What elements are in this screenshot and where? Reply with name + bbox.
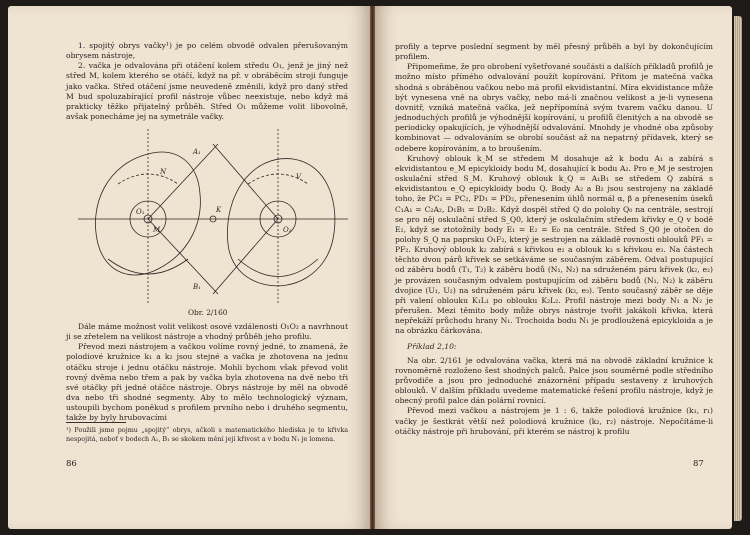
- paragraph: Připomeňme, že pro obrobení vyšetřované součásti a dalších příkladů profilů je možno místo přímého odvalování použít kopírování. Přitom je matečná vačka shodná s obráběnou vačkou nebo má profil ekvidistantní. Míra ekvidistance může být vynesena vně na obrys vačky, nebo má-li značnou velikost a je-li vynesena dovnitř, vzniká matečná vačka, jež nepřípomíná svým tvarem vačku danou. U jednoduchých profilů je výhodnější kopírování, u profilů členitých a na obvodě se periodicky opakujících, je výhodnější odvalování. Mnohdy je vhodné oba způsoby kombinovat — odvalováním se obrobí součást až na nepatrný přídavek, který se odebere kopírováním, a to broušením.: [395, 62, 713, 153]
- right-page: [375, 6, 732, 529]
- paragraph: Dále máme možnost volit velikost osové vzdálenosti O₁O₂ a navrhnout ji se zřetelem na velikost nástroje a vhodný průběh jeho profilu.: [66, 322, 348, 342]
- paragraph: profily a teprve poslední segment by měl přesný průběh a byl by dokončujícím profilem.: [395, 42, 713, 62]
- footnote-rule: [66, 422, 126, 423]
- right-text: [395, 42, 713, 437]
- figure-caption: Obr. 2/160: [188, 308, 228, 317]
- page-edges: [734, 16, 742, 521]
- paragraph: 1. spojitý obrys vačky¹) je po celém obvodě odvalen přerušovaným obrysem nástroje,: [66, 41, 348, 61]
- figure-label: K: [216, 206, 222, 214]
- left-top-text: [66, 41, 348, 122]
- example-title: Příklad 2,10:: [407, 341, 457, 351]
- figure-label: V: [296, 173, 302, 181]
- figure-label: O₁: [136, 208, 145, 216]
- figure-label: A₁: [193, 148, 201, 156]
- paragraph: 2. vačka je odvalována při otáčení kolem středu O₁, jenž je jiný než střed M, kolem kterého se otáčí, když na př. v obráběcím stroji funguje jako vačka. Střed otáčení jsme neuvedeně změnili, když pro daný střed M bud spoluzabírající profil nástroje vůbec neexistuje, nebo když má prakticky těžko přijatelný průběh. Střed O₁ můžeme volit libovolně, avšak ponecháme jej na symetrále vačky.: [66, 61, 348, 122]
- paragraph: Převod mezi nástrojem a vačkou volíme rovný jedné, to znamená, že polodiové kružnice k₁ a k₂ jsou stejné a vačka je zhotovena na jednu otáčku stroje i jednu otáčku nástroje. Mohli bychom však převod volit rovný dvěma nebo třem a pak by vačka byla zhotovena na dvě nebo tři své otáčky při jedné otáčce nástroje. Obrys nástroje by měl na obvodě dva nebo tři shodné segmenty. Aby to mělo technologický význam, ustoupili bychom poněkud s profilem prvního nebo i druhého segmentu, takže by byly hrubovacími: [66, 342, 348, 423]
- figure-label: B₁: [193, 283, 201, 291]
- left-page: [8, 6, 370, 529]
- footnote: ¹) Použili jsme pojmu „spojitý“ obrys, ačkoli s matematického hlediska je to křivka nespojitá, neboť v bodech A₁, B₁ se skokem mění její křivost a v bodu N₁ je lomena.: [66, 426, 348, 443]
- paragraph: Převod mezi vačkou a nástrojem je 1 : 6, takže polodiová kružnice (k₁, r₁) vačky je šestkrát větší než polodiová kružnice (k₂, r₂) nástroje. Nepočítáme-li otáčky nástroje při hrubování, při kterém se nástroj k profilu: [395, 406, 713, 436]
- figure-label: O₂: [283, 226, 292, 234]
- page-number-left: 86: [66, 459, 77, 469]
- book-spread: [8, 6, 742, 529]
- figure-label: M: [153, 226, 161, 234]
- paragraph: Na obr. 2/161 je odvalována vačka, která má na obvodě základní kružnice k rovnoměrně rozloženo šest shodných palců. Palce jsou souměrné podle středního průvodiče a jsou pro jednoduché znázornění případu sestaveny z kruhových oblouků. V dalším příkladu uvedeme matematické řešení profilu nástroje, když je obecný profil palce dán polární rovnicí.: [395, 355, 713, 406]
- cam-figure: [78, 124, 348, 309]
- figure-label: N: [160, 168, 167, 176]
- page-number-right: 87: [693, 459, 704, 469]
- left-bottom-text: [66, 322, 348, 424]
- paragraph: Kruhový oblouk k_M se středem M dosahuje až k bodu A₁ a zabírá s ekvidistantou e_M epicykloidy bodu M, dosahující k bodu A₂. Pro e_M je sestrojen oskulační střed S_M. Kruhový oblouk k_Q = A₁B₁ se středem Q zabírá s ekvidistantou e_Q epicykloidy bodu Q. Body A₂ a B₂ jsou sestrojeny na základě toho, že PC₁ = PC₂, PD₁ = PD₂, přenesením úhlů normál α, β a přenesením úseků C₁A₁ = C₂A₂, D₁B₁ = D₂B₂. Když dospěl střed Q do polohy Q₀ na centrále, sestrojí se pro něj oskulační střed S_Q0, který je oskulačním středem křivky e_Q v bodě E₂, když se ztotožnily body E₁ = E₂ = E₀ na centrále. Střed S_Q0 je otočen do polohy S_Q na paprsku O₁F₂, který je sestrojen na základě rovnosti oblouků PF₁ = PF₂. Kruhový oblouk k₂ zabírá s křivkou e₂ a oblouk k₃ s křivkou e₃. Na částech těchto dvou párů křivek se setkáváme se současným záběrem. Odval postupující od záběru bodů (T₁, T₂) k záběru bodů (N₁, N₂) na sdruženém páru křivek (k₂, e₂) je provázen současným odvalem postupujícím od záběru bodů (N₁, N₂) k záběru dvojice (U₁, U₂) na sdruženém páru křivek (k₃, e₃). Tento současný záběr se děje při valení oblouku K₁L₁ po oblouku K₂L₂. Profil nástroje mezi body N₁ a N₂ je přerušen. Mezi těmito body může obrys nástroje tvořit jakákoli křivka, která nepřekáží průchodu hrany N₁. Trochoida bodu N₁ je prodloužená epicykloida a je na obrázku čárkována.: [395, 153, 713, 336]
